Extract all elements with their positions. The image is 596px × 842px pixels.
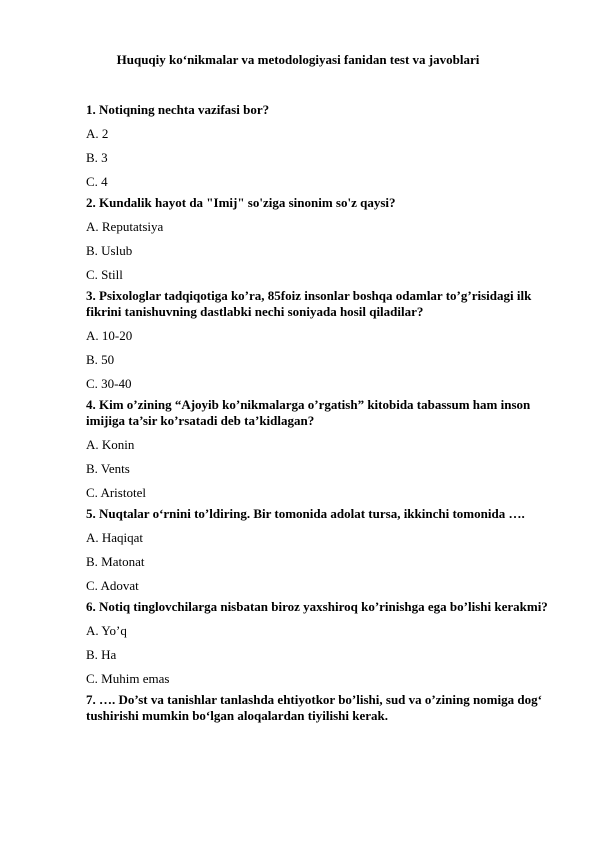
answer-option: A. Reputatsiya (86, 219, 164, 234)
question-3 (86, 288, 556, 392)
answer-option: C. Muhim emas (86, 671, 170, 686)
question-text: 2. Kundalik hayot da "Imij" so'ziga sinonim so'z qaysi? (86, 195, 396, 210)
answer-option: B. Uslub (86, 243, 133, 258)
answer-option: A. Haqiqat (86, 530, 144, 545)
answer-option: A. Konin (86, 437, 135, 452)
question-text: 4. Kim o’zining “Ajoyib ko’nikmalarga o’rgatish” kitobida tabassum ham inson imijiga ta’sir ko’rsatadi deb ta’kidlagan? (86, 397, 531, 428)
question-6 (86, 599, 556, 687)
question-5 (86, 506, 556, 594)
answer-option: B. 3 (86, 150, 108, 165)
question-7 (86, 692, 556, 724)
answer-option: C. 30-40 (86, 376, 132, 391)
answer-option: A. Yo’q (86, 623, 127, 638)
answer-option: C. 4 (86, 174, 108, 189)
question-2 (86, 195, 556, 283)
question-text: 6. Notiq tinglovchilarga nisbatan biroz yaxshiroq ko’rinishga ega bo’lishi kerakmi? (86, 599, 548, 614)
answer-option: B. Ha (86, 647, 117, 662)
answer-option: C. Still (86, 267, 123, 282)
answer-option: B. Matonat (86, 554, 145, 569)
question-4 (86, 397, 556, 501)
answer-option: B. 50 (86, 352, 115, 367)
question-list (86, 102, 556, 724)
answer-option: B. Vents (86, 461, 130, 476)
question-text: 3. Psixologlar tadqiqotiga ko’ra, 85foiz insonlar boshqa odamlar to’g’risidagi ilk fikrini tanishuvning dastlabki nechi soniyada hosil qiladilar? (86, 288, 532, 319)
document-title: Huquqiy ko‘nikmalar va metodologiyasi fanidan test va javoblari (116, 52, 480, 67)
question-text: 5. Nuqtalar o‘rnini to’ldiring. Bir tomonida adolat tursa, ikkinchi tomonida …. (86, 506, 525, 521)
answer-option: C. Aristotel (86, 485, 146, 500)
answer-option: A. 10-20 (86, 328, 133, 343)
answer-option: C. Adovat (86, 578, 139, 593)
question-text: 1. Notiqning nechta vazifasi bor? (86, 102, 270, 117)
answer-option: A. 2 (86, 126, 109, 141)
question-1 (86, 102, 556, 190)
question-text: 7. …. Do’st va tanishlar tanlashda ehtiyotkor bo’lishi, sud va o’zining nomiga dog‘ tushirishi mumkin bo‘lgan aloqalardan tiyilishi kerak. (86, 692, 542, 723)
